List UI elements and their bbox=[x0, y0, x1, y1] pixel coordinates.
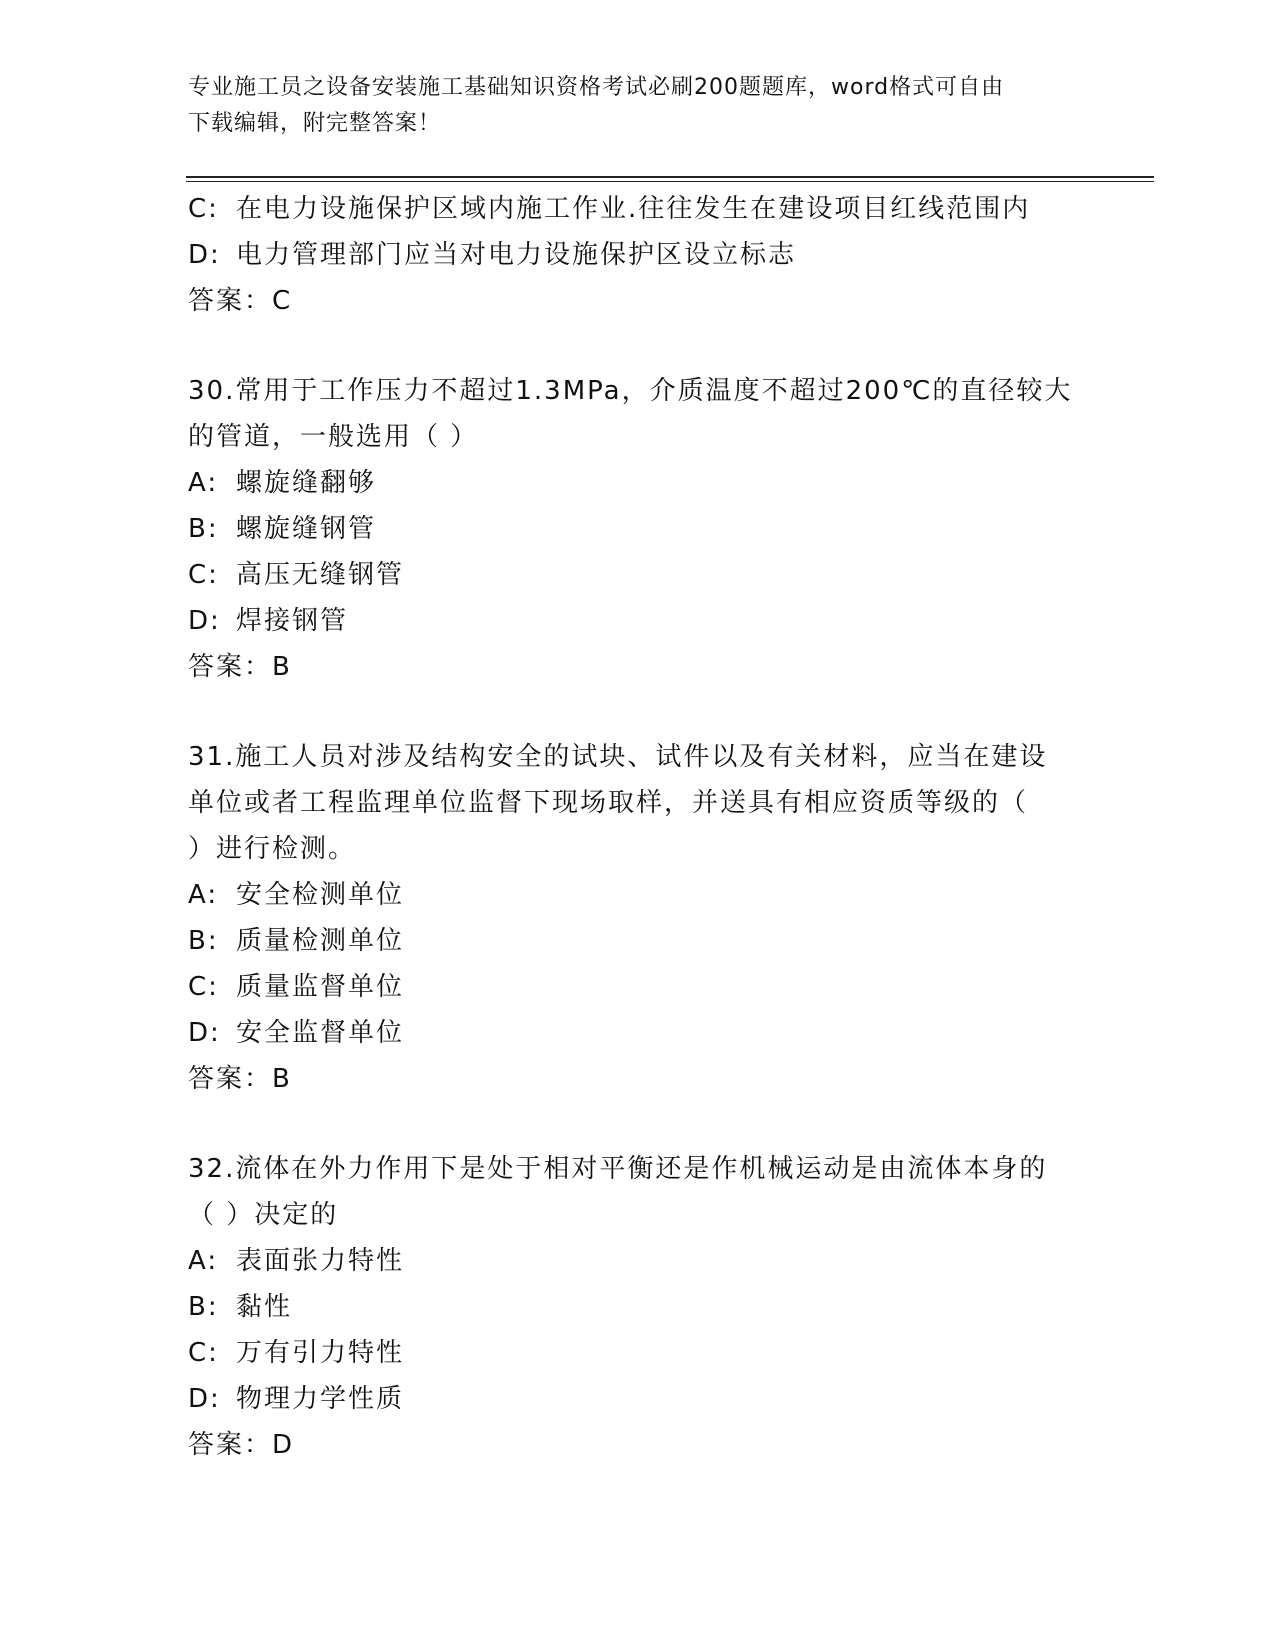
option-letter: C: bbox=[188, 560, 219, 590]
option-letter: C: bbox=[188, 1338, 219, 1368]
question-31 bbox=[188, 734, 1088, 1102]
question-stem-line: ）进行检测。 bbox=[188, 834, 357, 864]
option-b bbox=[188, 506, 1088, 552]
option-letter: B: bbox=[188, 514, 219, 544]
option-text: 安全检测单位 bbox=[236, 880, 405, 910]
option-letter: C: bbox=[188, 972, 219, 1002]
answer-line: 答案：C bbox=[188, 286, 293, 316]
option-d bbox=[188, 1376, 1088, 1422]
option-d bbox=[188, 232, 1088, 278]
option-letter: B: bbox=[188, 926, 219, 956]
option-text: 万有引力特性 bbox=[236, 1338, 405, 1368]
question-30 bbox=[188, 368, 1088, 690]
option-text: 质量监督单位 bbox=[236, 972, 405, 1002]
option-a bbox=[188, 460, 1088, 506]
question-stem-line: 32.流体在外力作用下是处于相对平衡还是作机械运动是由流体本身的 bbox=[188, 1154, 1048, 1184]
option-b bbox=[188, 1284, 1088, 1330]
option-c bbox=[188, 186, 1088, 232]
option-c bbox=[188, 1330, 1088, 1376]
question-32 bbox=[188, 1146, 1088, 1468]
question-stem-line: 的管道，一般选用（ ） bbox=[188, 422, 479, 452]
option-letter: B: bbox=[188, 1292, 219, 1322]
answer-line: 答案：B bbox=[188, 1064, 292, 1094]
header-title-line-2: 下载编辑，附完整答案！ bbox=[188, 111, 442, 136]
option-text: 在电力设施保护区域内施工作业.往往发生在建设项目红线范围内 bbox=[236, 194, 1031, 224]
option-a bbox=[188, 1238, 1088, 1284]
option-a bbox=[188, 872, 1088, 918]
question-stem-line: 单位或者工程监理单位监督下现场取样，并送具有相应资质等级的（ bbox=[188, 788, 1029, 818]
previous-question-tail bbox=[188, 186, 1088, 324]
option-letter: C: bbox=[188, 194, 219, 224]
header-divider-thick bbox=[186, 176, 1154, 178]
option-text: 焊接钢管 bbox=[236, 606, 349, 636]
option-text: 质量检测单位 bbox=[236, 926, 405, 956]
option-b bbox=[188, 918, 1088, 964]
answer-line: 答案：D bbox=[188, 1430, 295, 1460]
option-letter: D: bbox=[188, 1018, 221, 1048]
option-text: 黏性 bbox=[236, 1292, 293, 1322]
option-letter: D: bbox=[188, 1384, 221, 1414]
option-letter: A: bbox=[188, 880, 219, 910]
answer-line: 答案：B bbox=[188, 652, 292, 682]
option-letter: A: bbox=[188, 1246, 219, 1276]
option-letter: D: bbox=[188, 240, 221, 270]
option-text: 螺旋缝翻够 bbox=[236, 468, 377, 498]
option-text: 电力管理部门应当对电力设施保护区设立标志 bbox=[236, 240, 797, 270]
option-text: 安全监督单位 bbox=[236, 1018, 405, 1048]
option-d bbox=[188, 1010, 1088, 1056]
question-stem-line: 31.施工人员对涉及结构安全的试块、试件以及有关材料，应当在建设 bbox=[188, 742, 1048, 772]
option-letter: D: bbox=[188, 606, 221, 636]
question-stem-line: （ ）决定的 bbox=[188, 1200, 339, 1230]
question-stem-line: 30.常用于工作压力不超过1.3MPa，介质温度不超过200℃的直径较大 bbox=[188, 376, 1073, 406]
option-text: 物理力学性质 bbox=[236, 1384, 405, 1414]
option-c bbox=[188, 552, 1088, 598]
option-text: 螺旋缝钢管 bbox=[236, 514, 377, 544]
document-header bbox=[188, 70, 1068, 142]
option-text: 高压无缝钢管 bbox=[236, 560, 405, 590]
option-text: 表面张力特性 bbox=[236, 1246, 405, 1276]
option-c bbox=[188, 964, 1088, 1010]
option-letter: A: bbox=[188, 468, 219, 498]
document-body bbox=[188, 186, 1088, 1468]
header-title-line-1: 专业施工员之设备安装施工基础知识资格考试必刷200题题库，word格式可自由 bbox=[188, 75, 1005, 100]
header-divider-thin bbox=[186, 181, 1154, 182]
option-d bbox=[188, 598, 1088, 644]
